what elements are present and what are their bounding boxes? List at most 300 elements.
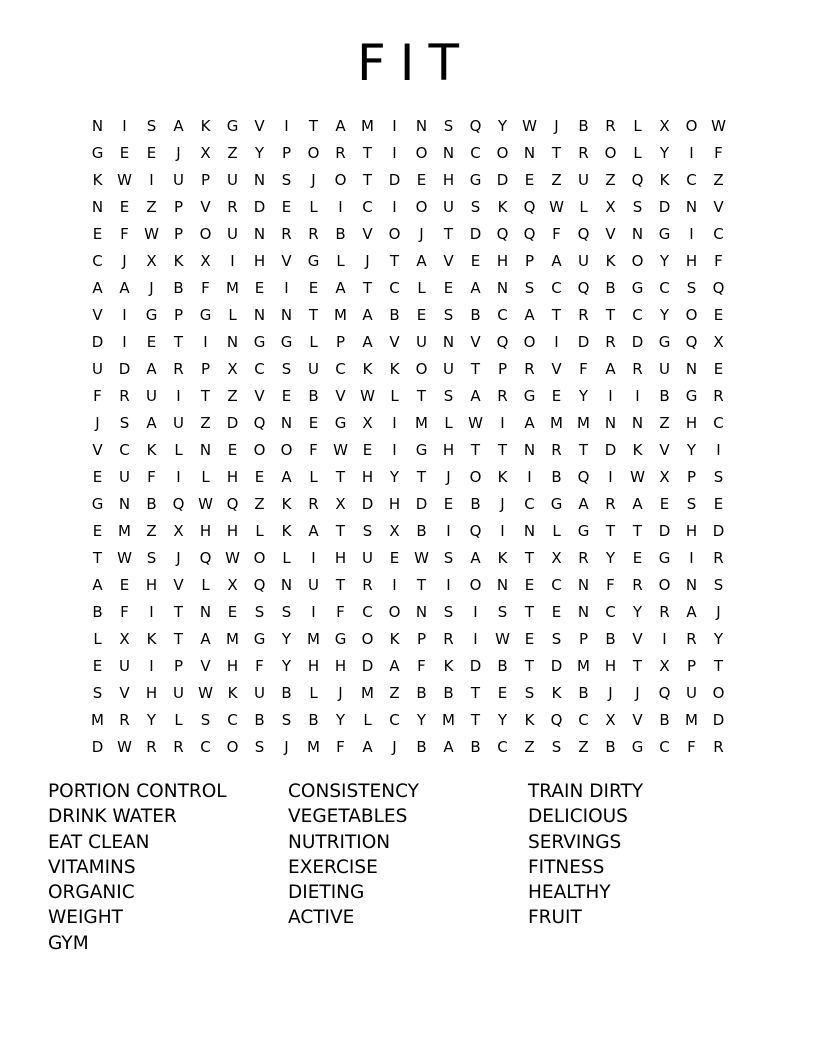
grid-letter: T [173, 602, 184, 621]
grid-letter: I [203, 332, 208, 351]
grid-letter: E [227, 440, 238, 459]
grid-letter: I [392, 116, 397, 135]
grid-letter: Z [659, 413, 670, 432]
grid-letter: D [712, 521, 725, 540]
grid-letter: X [659, 467, 670, 486]
grid-letter: R [713, 386, 724, 405]
grid-letter: H [145, 683, 158, 702]
grid-letter: K [146, 629, 157, 648]
word-list [48, 779, 768, 956]
grid-letter: S [524, 683, 535, 702]
grid-letter: W [360, 386, 375, 405]
grid-letter: P [173, 224, 184, 243]
grid-letter: J [500, 494, 505, 513]
grid-letter: D [118, 359, 131, 378]
grid-letter: F [255, 656, 264, 675]
grid-letter: I [392, 575, 397, 594]
grid-letter: Q [577, 278, 590, 297]
grid-row [84, 490, 732, 517]
grid-letter: T [524, 602, 535, 621]
grid-letter: H [442, 170, 455, 189]
grid-letter: Y [659, 305, 670, 324]
grid-letter: N [91, 116, 104, 135]
grid-letter: N [280, 575, 293, 594]
grid-letter: M [685, 710, 698, 729]
grid-letter: Q [631, 170, 644, 189]
grid-letter: P [686, 467, 697, 486]
grid-letter: U [173, 683, 184, 702]
grid-letter: U [362, 548, 373, 567]
word-list-item: TRAIN DIRTY [528, 781, 644, 802]
grid-letter: E [659, 494, 670, 513]
grid-row [84, 409, 732, 436]
grid-letter: S [443, 116, 454, 135]
grid-letter: N [280, 413, 293, 432]
grid-letter: O [469, 467, 482, 486]
grid-letter: E [92, 656, 103, 675]
grid-letter: G [91, 143, 104, 162]
grid-letter: X [335, 494, 346, 513]
grid-letter: I [527, 467, 532, 486]
grid-row [84, 301, 732, 328]
grid-letter: L [633, 143, 642, 162]
grid-letter: H [334, 548, 347, 567]
grid-letter: S [713, 575, 724, 594]
grid-letter: Z [227, 386, 238, 405]
grid-letter: D [469, 656, 482, 675]
word-list-item: HEALTHY [528, 882, 611, 904]
grid-letter: T [416, 575, 427, 594]
grid-letter: Q [523, 197, 536, 216]
word-column [528, 779, 768, 956]
grid-letter: E [281, 197, 292, 216]
grid-letter: V [173, 575, 184, 594]
grid-letter: J [608, 683, 613, 702]
grid-letter: D [658, 521, 671, 540]
grid-letter: T [632, 656, 643, 675]
grid-letter: X [227, 575, 238, 594]
grid-letter: I [689, 548, 694, 567]
grid-letter: S [686, 494, 697, 513]
grid-letter: B [146, 494, 157, 513]
grid-letter: S [443, 305, 454, 324]
grid-letter: V [632, 710, 643, 729]
grid-letter: M [550, 413, 563, 432]
grid-letter: U [308, 359, 319, 378]
grid-letter: U [443, 359, 454, 378]
grid-letter: K [632, 440, 643, 459]
grid-letter: N [442, 332, 455, 351]
grid-row [84, 220, 732, 247]
grid-letter: A [308, 521, 319, 540]
grid-letter: R [605, 116, 616, 135]
grid-row [84, 652, 732, 679]
grid-letter: B [92, 602, 103, 621]
grid-letter: T [470, 710, 481, 729]
grid-letter: Y [659, 143, 670, 162]
grid-letter: Y [335, 710, 346, 729]
grid-row [84, 517, 732, 544]
grid-letter: O [496, 143, 509, 162]
grid-letter: I [689, 143, 694, 162]
grid-letter: T [389, 251, 400, 270]
grid-letter: I [473, 629, 478, 648]
grid-letter: T [578, 440, 589, 459]
grid-letter: G [334, 629, 347, 648]
grid-letter: O [469, 575, 482, 594]
word-list-item: EXERCISE [288, 856, 378, 878]
grid-letter: M [361, 116, 374, 135]
grid-letter: R [227, 197, 238, 216]
grid-letter: S [497, 602, 508, 621]
grid-letter: D [577, 332, 590, 351]
grid-letter: V [254, 386, 265, 405]
grid-letter: X [605, 710, 616, 729]
grid-letter: T [443, 224, 454, 243]
grid-letter: K [497, 467, 508, 486]
grid-letter: R [659, 602, 670, 621]
grid-letter: L [579, 197, 588, 216]
grid-letter: U [119, 467, 130, 486]
grid-letter: V [443, 251, 454, 270]
grid-letter: H [442, 440, 455, 459]
grid-letter: Q [523, 224, 536, 243]
grid-letter: H [685, 251, 698, 270]
grid-letter: G [631, 278, 644, 297]
grid-letter: J [176, 143, 181, 162]
grid-letter: N [226, 332, 239, 351]
grid-letter: U [578, 170, 589, 189]
grid-letter: E [551, 386, 562, 405]
grid-letter: E [308, 413, 319, 432]
grid-row [84, 355, 732, 382]
grid-letter: T [551, 305, 562, 324]
grid-letter: Y [659, 251, 670, 270]
grid-letter: T [92, 548, 103, 567]
grid-letter: F [201, 278, 210, 297]
grid-letter: E [92, 467, 103, 486]
grid-letter: Y [605, 548, 616, 567]
grid-letter: E [119, 197, 130, 216]
grid-row [84, 436, 732, 463]
grid-letter: C [713, 413, 724, 432]
grid-letter: C [686, 170, 697, 189]
grid-letter: I [392, 440, 397, 459]
grid-letter: W [117, 548, 132, 567]
grid-letter: U [443, 197, 454, 216]
grid-letter: W [711, 116, 726, 135]
grid-letter: A [443, 737, 454, 756]
grid-letter: E [362, 440, 373, 459]
grid-letter: A [173, 116, 184, 135]
grid-letter: I [392, 197, 397, 216]
grid-letter: N [118, 494, 131, 513]
grid-letter: J [716, 602, 721, 621]
grid-letter: O [280, 440, 293, 459]
grid-letter: H [334, 656, 347, 675]
grid-letter: O [712, 683, 725, 702]
grid-letter: D [91, 332, 104, 351]
grid-letter: R [146, 737, 157, 756]
grid-letter: A [686, 602, 697, 621]
grid-letter: I [392, 413, 397, 432]
grid-letter: T [470, 683, 481, 702]
grid-letter: G [577, 521, 590, 540]
word-list-item: PORTION CONTROL [48, 781, 227, 802]
grid-letter: C [200, 737, 211, 756]
grid-letter: R [281, 224, 292, 243]
grid-letter: T [470, 359, 481, 378]
grid-letter: C [470, 143, 481, 162]
grid-letter: S [281, 602, 292, 621]
grid-letter: E [281, 386, 292, 405]
grid-letter: C [497, 737, 508, 756]
grid-letter: C [227, 710, 238, 729]
grid-letter: W [117, 170, 132, 189]
grid-letter: H [199, 521, 212, 540]
grid-letter: D [91, 737, 104, 756]
grid-letter: A [524, 305, 535, 324]
grid-letter: Q [469, 521, 482, 540]
grid-letter: Q [577, 467, 590, 486]
grid-letter: X [605, 197, 616, 216]
grid-letter: Z [578, 737, 589, 756]
grid-letter: V [281, 251, 292, 270]
word-list-item: VEGETABLES [288, 806, 408, 828]
grid-letter: M [307, 737, 320, 756]
grid-letter: D [361, 656, 374, 675]
grid-letter: W [630, 467, 645, 486]
grid-letter: T [416, 386, 427, 405]
grid-letter: F [714, 143, 723, 162]
word-column [288, 779, 528, 956]
grid-letter: U [578, 251, 589, 270]
grid-letter: A [524, 413, 535, 432]
grid-letter: U [173, 413, 184, 432]
grid-letter: G [91, 494, 104, 513]
grid-letter: T [335, 467, 346, 486]
grid-letter: K [389, 629, 400, 648]
grid-letter: S [443, 548, 454, 567]
grid-letter: I [149, 602, 154, 621]
grid-letter: N [523, 143, 536, 162]
grid-letter: A [335, 116, 346, 135]
word-list-item: EAT CLEAN [48, 831, 150, 853]
grid-letter: Q [658, 683, 671, 702]
grid-letter: E [551, 602, 562, 621]
grid-letter: M [334, 305, 347, 324]
grid-letter: G [145, 305, 158, 324]
grid-letter: I [608, 467, 613, 486]
word-column [48, 779, 288, 956]
grid-letter: L [336, 251, 345, 270]
grid-letter: O [226, 737, 239, 756]
grid-letter: F [417, 656, 426, 675]
grid-letter: B [470, 494, 481, 513]
grid-row [84, 706, 732, 733]
grid-letter: R [362, 575, 373, 594]
grid-row [84, 112, 732, 139]
grid-letter: V [92, 305, 103, 324]
word-list-item: ORGANIC [48, 882, 135, 904]
grid-letter: I [716, 440, 721, 459]
grid-letter: N [685, 197, 698, 216]
grid-letter: Q [496, 332, 509, 351]
grid-letter: S [146, 548, 157, 567]
grid-letter: N [496, 575, 509, 594]
grid-letter: U [227, 224, 238, 243]
grid-letter: P [173, 656, 184, 675]
grid-letter: O [415, 197, 428, 216]
word-list-item: CONSISTENCY [288, 781, 419, 802]
grid-letter: Q [469, 116, 482, 135]
grid-letter: I [662, 629, 667, 648]
grid-letter: V [200, 656, 211, 675]
grid-letter: K [524, 710, 535, 729]
grid-letter: T [200, 386, 211, 405]
grid-letter: P [686, 656, 697, 675]
grid-letter: X [659, 656, 670, 675]
grid-letter: H [307, 656, 320, 675]
grid-letter: D [253, 197, 266, 216]
grid-letter: I [122, 332, 127, 351]
grid-letter: B [443, 683, 454, 702]
grid-letter: S [632, 197, 643, 216]
grid-letter: S [119, 413, 130, 432]
grid-letter: Y [686, 440, 697, 459]
grid-letter: V [713, 197, 724, 216]
grid-letter: A [605, 359, 616, 378]
grid-letter: J [122, 251, 127, 270]
word-list-item: DIETING [288, 882, 365, 904]
grid-letter: Z [227, 143, 238, 162]
word-list-item: DELICIOUS [528, 806, 628, 828]
grid-letter: I [689, 224, 694, 243]
grid-letter: N [91, 197, 104, 216]
grid-letter: E [470, 251, 481, 270]
grid-letter: R [605, 494, 616, 513]
grid-letter: D [712, 710, 725, 729]
grid-letter: S [470, 197, 481, 216]
grid-letter: R [173, 737, 184, 756]
grid-letter: P [578, 629, 589, 648]
grid-letter: E [632, 548, 643, 567]
grid-letter: U [92, 359, 103, 378]
grid-letter: I [176, 386, 181, 405]
grid-letter: E [254, 467, 265, 486]
grid-letter: I [176, 467, 181, 486]
grid-letter: G [280, 332, 293, 351]
grid-letter: P [335, 332, 346, 351]
grid-letter: E [227, 602, 238, 621]
grid-letter: M [91, 710, 104, 729]
grid-letter: S [254, 602, 265, 621]
grid-letter: O [685, 116, 698, 135]
grid-letter: E [497, 683, 508, 702]
grid-letter: A [92, 575, 103, 594]
grid-letter: G [658, 224, 671, 243]
grid-letter: L [282, 548, 291, 567]
grid-letter: I [230, 251, 235, 270]
grid-letter: E [119, 575, 130, 594]
grid-letter: V [659, 440, 670, 459]
grid-letter: F [120, 224, 129, 243]
grid-row [84, 328, 732, 355]
grid-letter: X [659, 116, 670, 135]
grid-letter: J [284, 737, 289, 756]
grid-letter: C [551, 575, 562, 594]
grid-letter: G [307, 251, 320, 270]
grid-letter: N [631, 413, 644, 432]
grid-letter: H [226, 656, 239, 675]
grid-letter: S [713, 467, 724, 486]
grid-letter: R [632, 359, 643, 378]
grid-letter: R [497, 386, 508, 405]
grid-letter: B [470, 737, 481, 756]
grid-letter: K [173, 251, 184, 270]
grid-letter: C [362, 602, 373, 621]
grid-letter: T [308, 305, 319, 324]
grid-letter: U [227, 170, 238, 189]
grid-letter: S [551, 737, 562, 756]
grid-letter: L [201, 467, 210, 486]
grid-letter: B [308, 710, 319, 729]
grid-letter: V [632, 629, 643, 648]
grid-letter: H [685, 521, 698, 540]
grid-letter: F [336, 737, 345, 756]
grid-letter: H [361, 467, 374, 486]
word-list-item: NUTRITION [288, 831, 391, 853]
grid-letter: Y [497, 116, 508, 135]
grid-letter: B [308, 386, 319, 405]
grid-letter: U [119, 656, 130, 675]
grid-letter: W [198, 494, 213, 513]
grid-letter: U [308, 575, 319, 594]
grid-letter: S [551, 629, 562, 648]
grid-letter: R [524, 359, 535, 378]
grid-letter: S [92, 683, 103, 702]
grid-letter: W [225, 548, 240, 567]
grid-letter: G [469, 170, 482, 189]
grid-letter: D [469, 224, 482, 243]
grid-letter: T [173, 332, 184, 351]
grid-letter: A [470, 278, 481, 297]
grid-letter: V [389, 332, 400, 351]
grid-letter: U [659, 359, 670, 378]
grid-letter: F [606, 575, 615, 594]
grid-letter: Y [497, 710, 508, 729]
grid-letter: D [388, 170, 401, 189]
grid-letter: A [119, 278, 130, 297]
grid-letter: Q [550, 710, 563, 729]
grid-letter: G [253, 332, 266, 351]
grid-letter: A [551, 251, 562, 270]
grid-letter: L [633, 116, 642, 135]
grid-letter: M [415, 413, 428, 432]
grid-letter: T [524, 548, 535, 567]
grid-letter: Q [496, 224, 509, 243]
grid-letter: E [416, 305, 427, 324]
grid-letter: E [146, 332, 157, 351]
grid-letter: A [146, 359, 157, 378]
grid-letter: C [551, 278, 562, 297]
grid-letter: L [174, 440, 183, 459]
grid-letter: A [92, 278, 103, 297]
grid-letter: T [605, 305, 616, 324]
grid-letter: B [659, 386, 670, 405]
grid-letter: A [362, 305, 373, 324]
grid-letter: B [578, 116, 589, 135]
